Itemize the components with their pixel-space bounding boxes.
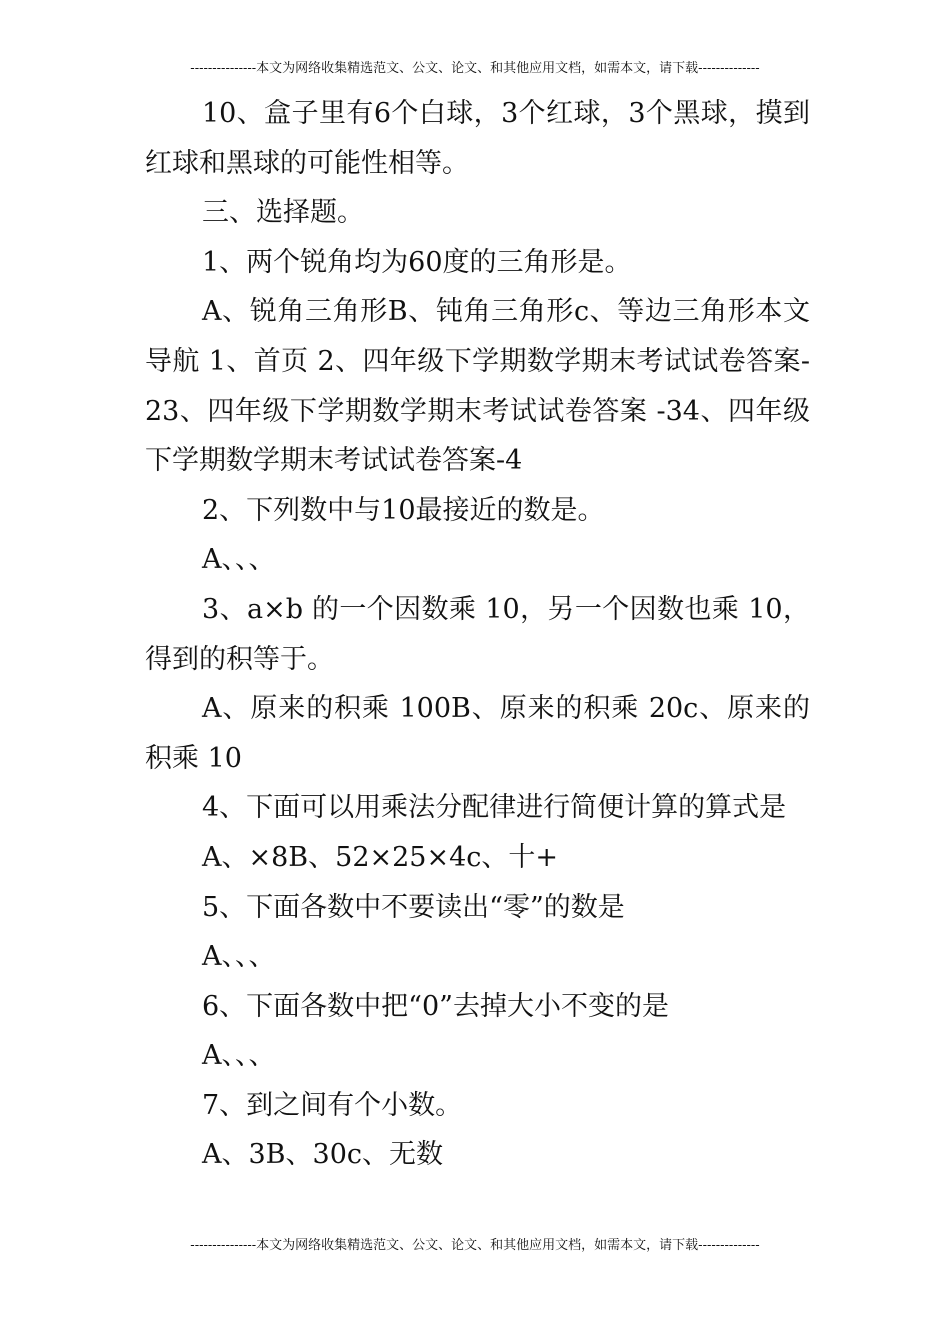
question-7-options: A、3B、30c、无数	[202, 1139, 443, 1171]
question-1: 1、两个锐角均为60度的三角形是。	[202, 246, 632, 278]
question-1-options: A、锐角三角形B、钝角三角形c、等边三角形本文导航 1、首页 2、四年级下学期数学期末考试试卷答案-23、四年级下学期数学期末考试试卷答案 -34、四年级下学期数学期末考试试卷答案-4	[145, 296, 810, 477]
document-body	[145, 89, 810, 1180]
question-2: 2、下列数中与10最接近的数是。	[202, 494, 605, 526]
footer-disclaimer: ---------------本文为网络收集精选范文、公文、论文、和其他应用文档，如需本文，请下载--------------	[190, 1238, 760, 1253]
question-3: 3、a×b 的一个因数乘 10，另一个因数也乘 10，得到的积等于。	[145, 593, 810, 675]
question-5-options: A、、、	[202, 941, 276, 973]
section-heading-multiple-choice: 三、选择题。	[202, 197, 364, 229]
question-6: 6、下面各数中把“0”去掉大小不变的是	[202, 990, 669, 1022]
question-3-options: A、原来的积乘 100B、原来的积乘 20c、原来的积乘 10	[145, 693, 810, 774]
question-7: 7、到之间有个小数。	[202, 1089, 463, 1121]
header-disclaimer: ---------------本文为网络收集精选范文、公文、论文、和其他应用文档，如需本文，请下载--------------	[190, 61, 760, 76]
question-4-options: A、×8B、52×25×4c、十+	[202, 841, 559, 873]
question-6-options: A、、、	[202, 1040, 276, 1072]
question-5: 5、下面各数中不要读出“零”的数是	[202, 891, 625, 923]
question-2-options: A、、、	[202, 544, 276, 576]
question-4: 4、下面可以用乘法分配律进行简便计算的算式是	[202, 792, 787, 824]
paragraph-q10-statement: 10、盒子里有6个白球，3个红球，3个黑球，摸到红球和黑球的可能性相等。	[145, 98, 810, 179]
